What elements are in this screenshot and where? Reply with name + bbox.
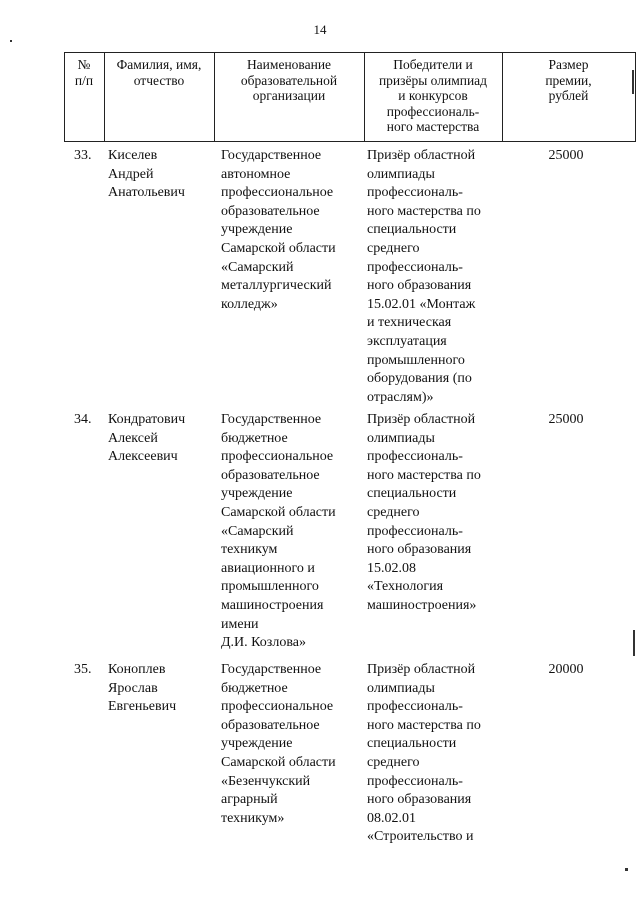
achievement-line: 15.02.01 «Монтаж — [367, 296, 476, 312]
org-line: профессиональное — [221, 185, 334, 201]
header-text-line: Наименование — [246, 57, 332, 72]
prize-amount: 25000 — [548, 412, 584, 427]
header-text-line: отчество — [133, 72, 185, 88]
scan-mark — [633, 630, 635, 656]
achievement-line: ного образования — [367, 792, 472, 808]
achievement-line: среднего — [367, 504, 420, 520]
org-line: колледж» — [221, 296, 278, 312]
org-line: Государственное — [221, 412, 322, 427]
page-number: 14 — [313, 22, 327, 37]
achievement — [367, 411, 502, 616]
name-line: Алексеевич — [108, 449, 178, 465]
achievement-line: профессиональ- — [367, 185, 463, 201]
org-line: техникум» — [221, 810, 285, 826]
name-line: Анатольевич — [108, 185, 185, 201]
name-line: Алексей — [108, 430, 158, 446]
achievement-line: 08.02.01 — [367, 810, 416, 826]
achievement-line: олимпиады — [367, 680, 435, 696]
name-line: Коноплев — [108, 662, 166, 677]
achievement-line: Призёр областной — [367, 148, 476, 163]
achievement-line: Призёр областной — [367, 412, 476, 427]
header-prize — [502, 57, 635, 104]
scan-mark — [10, 40, 12, 42]
achievement-line: специальности — [367, 736, 457, 752]
org-line: Государственное — [221, 662, 322, 677]
organization — [221, 661, 363, 828]
org-line: машиностроения — [221, 597, 324, 613]
org-line: «Самарский — [221, 259, 294, 275]
achievement-line: 15.02.08 — [367, 560, 416, 576]
org-line: профессиональное — [221, 699, 334, 715]
achievement-line: ного образования — [367, 542, 472, 558]
achievement-line: эксплуатация — [367, 333, 447, 349]
achievement-line: среднего — [367, 754, 420, 770]
achievement-line: среднего — [367, 240, 420, 256]
org-line: бюджетное — [221, 430, 288, 446]
header-text-line: Победители и — [393, 57, 473, 72]
org-line: Д.И. Козлова» — [221, 635, 306, 651]
header-text-line: профессиональ- — [386, 103, 480, 119]
achievement-line: машиностроения» — [367, 597, 477, 613]
achievement-line: «Строительство и — [367, 829, 474, 845]
org-line: учреждение — [221, 736, 293, 752]
org-line: учреждение — [221, 486, 293, 502]
scan-mark — [625, 868, 628, 871]
table-header — [64, 52, 636, 142]
org-line: образовательное — [221, 717, 320, 733]
achievement-line: профессиональ- — [367, 449, 463, 465]
header-org — [214, 57, 364, 104]
org-line: имени — [221, 616, 259, 632]
header-bottom-border — [64, 141, 636, 142]
org-line: Государственное — [221, 148, 322, 163]
scan-mark — [632, 70, 634, 94]
org-line: техникум — [221, 542, 278, 558]
achievement-line: профессиональ- — [367, 773, 463, 789]
header-text-line: № — [77, 57, 91, 72]
header-text-line: образовательной — [240, 72, 338, 88]
org-line: «Безенчукский — [221, 773, 311, 789]
achievement-line: ного мастерства по — [367, 717, 481, 733]
achievement — [367, 661, 502, 847]
org-line: Самарской области — [221, 240, 336, 256]
full-name — [108, 411, 218, 467]
achievement-line: специальности — [367, 222, 457, 238]
achievement-line: профессиональ- — [367, 699, 463, 715]
header-text-line: премии, — [545, 72, 592, 88]
org-line: металлургический — [221, 278, 332, 294]
header-text-line: рублей — [548, 88, 589, 103]
header-border-right — [635, 52, 636, 142]
achievement-line: олимпиады — [367, 430, 435, 446]
name-line: Киселев — [108, 148, 158, 163]
achievement-line: и техническая — [367, 315, 452, 331]
row-number: 35. — [74, 662, 92, 677]
achievement-line: олимпиады — [367, 166, 435, 182]
name-line: Евгеньевич — [108, 699, 177, 715]
org-line: аграрный — [221, 792, 278, 808]
header-text-line: Размер — [548, 57, 589, 72]
full-name — [108, 147, 218, 203]
header-winners — [364, 57, 502, 135]
prize-amount: 20000 — [548, 662, 584, 677]
header-top-border — [64, 52, 636, 53]
full-name — [108, 661, 218, 717]
org-line: Самарской области — [221, 504, 336, 520]
prize-amount: 25000 — [548, 148, 584, 163]
header-name — [104, 57, 214, 88]
header-text-line: Фамилия, имя, — [116, 57, 202, 72]
org-line: учреждение — [221, 222, 293, 238]
org-line: Самарской области — [221, 754, 336, 770]
header-text-line: призёры олимпиад — [378, 72, 488, 88]
header-text-line: и конкурсов — [398, 88, 468, 103]
achievement-line: ного мастерства по — [367, 467, 481, 483]
achievement-line: Призёр областной — [367, 662, 476, 677]
name-line: Кондратович — [108, 412, 186, 427]
achievement-line: специальности — [367, 486, 457, 502]
achievement-line: оборудования (по — [367, 371, 472, 387]
name-line: Андрей — [108, 166, 154, 182]
org-line: «Самарский — [221, 523, 294, 539]
org-line: бюджетное — [221, 680, 288, 696]
org-line: промышленного — [221, 579, 319, 595]
achievement-line: «Технология — [367, 579, 444, 595]
org-line: профессиональное — [221, 449, 334, 465]
organization — [221, 411, 363, 653]
org-line: авиационного и — [221, 560, 315, 576]
row-number: 33. — [74, 148, 92, 163]
header-text-line: п/п — [74, 72, 94, 88]
achievement-line: профессиональ- — [367, 259, 463, 275]
header-text-line: организации — [252, 88, 326, 103]
org-line: образовательное — [221, 467, 320, 483]
achievement — [367, 147, 502, 407]
org-line: автономное — [221, 166, 291, 182]
row-number: 34. — [74, 412, 92, 427]
achievement-line: ного образования — [367, 278, 472, 294]
name-line: Ярослав — [108, 680, 158, 696]
header-text-line: ного мастерства — [386, 119, 480, 134]
org-line: образовательное — [221, 203, 320, 219]
organization — [221, 147, 363, 314]
achievement-line: промышленного — [367, 352, 465, 368]
header-num — [64, 57, 104, 88]
achievement-line: ного мастерства по — [367, 203, 481, 219]
achievement-line: отраслям)» — [367, 389, 434, 405]
achievement-line: профессиональ- — [367, 523, 463, 539]
